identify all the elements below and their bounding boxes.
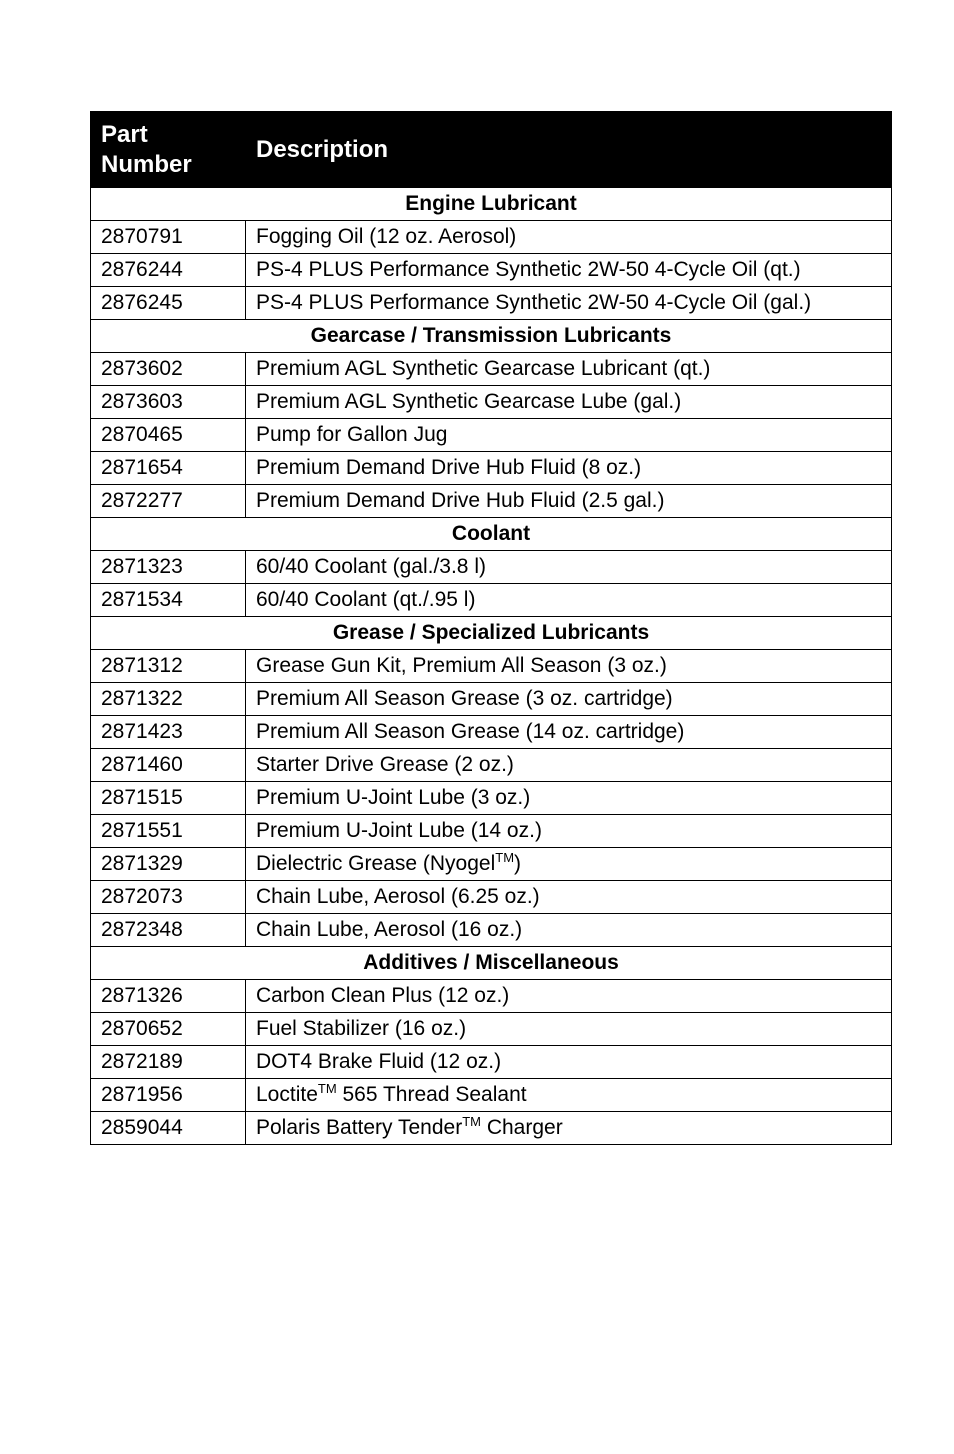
part-number-cell: 2872073 <box>91 881 246 914</box>
table-row <box>91 1046 892 1079</box>
description-cell: Premium Demand Drive Hub Fluid (8 oz.) <box>246 452 892 485</box>
trademark-mark: TM <box>495 850 515 865</box>
table-row <box>91 452 892 485</box>
table-row <box>91 980 892 1013</box>
part-number-cell: 2871326 <box>91 980 246 1013</box>
section-title: Gearcase / Transmission Lubricants <box>91 320 892 353</box>
description-cell <box>246 848 892 881</box>
section-title: Grease / Specialized Lubricants <box>91 617 892 650</box>
description-cell: DOT4 Brake Fluid (12 oz.) <box>246 1046 892 1079</box>
table-row <box>91 221 892 254</box>
part-number-cell: 2876245 <box>91 287 246 320</box>
table-row <box>91 1013 892 1046</box>
trademark-mark: TM <box>317 1081 337 1096</box>
table-row <box>91 881 892 914</box>
description-cell: Premium U-Joint Lube (3 oz.) <box>246 782 892 815</box>
description-cell: Chain Lube, Aerosol (16 oz.) <box>246 914 892 947</box>
table-row <box>91 749 892 782</box>
part-number-cell: 2871551 <box>91 815 246 848</box>
description-cell: Grease Gun Kit, Premium All Season (3 oz.) <box>246 650 892 683</box>
part-number-cell: 2873602 <box>91 353 246 386</box>
description-cell: Premium Demand Drive Hub Fluid (2.5 gal.) <box>246 485 892 518</box>
part-number-cell: 2871956 <box>91 1079 246 1112</box>
part-number-cell: 2872277 <box>91 485 246 518</box>
description-cell: Starter Drive Grease (2 oz.) <box>246 749 892 782</box>
description-cell <box>246 1079 892 1112</box>
table-row <box>91 650 892 683</box>
table-row <box>91 287 892 320</box>
description-cell <box>246 1112 892 1145</box>
description-cell: Premium AGL Synthetic Gearcase Lube (gal.) <box>246 386 892 419</box>
table-body <box>91 188 892 1145</box>
part-number-cell: 2870652 <box>91 1013 246 1046</box>
description-cell: Fuel Stabilizer (16 oz.) <box>246 1013 892 1046</box>
header-row <box>91 112 892 188</box>
part-number-cell: 2873603 <box>91 386 246 419</box>
section-row <box>91 320 892 353</box>
description-cell: Premium AGL Synthetic Gearcase Lubricant (qt.) <box>246 353 892 386</box>
description-cell: Premium U-Joint Lube (14 oz.) <box>246 815 892 848</box>
description-cell: 60/40 Coolant (qt./.95 l) <box>246 584 892 617</box>
table-row <box>91 914 892 947</box>
description-text: Polaris Battery Tender <box>256 1116 463 1139</box>
part-number-cell: 2871654 <box>91 452 246 485</box>
description-cell: Carbon Clean Plus (12 oz.) <box>246 980 892 1013</box>
part-number-header: Part Number <box>91 112 246 188</box>
table-row <box>91 782 892 815</box>
description-cell: Fogging Oil (12 oz. Aerosol) <box>246 221 892 254</box>
table-row <box>91 386 892 419</box>
table-header <box>91 112 892 188</box>
description-text: Dielectric Grease (Nyogel <box>256 852 496 875</box>
section-row <box>91 518 892 551</box>
description-text: Loctite <box>256 1083 318 1106</box>
part-number-cell: 2871423 <box>91 716 246 749</box>
table-row <box>91 1112 892 1145</box>
table-row <box>91 485 892 518</box>
section-title: Engine Lubricant <box>91 188 892 221</box>
part-number-cell: 2871515 <box>91 782 246 815</box>
description-text-after: Charger <box>481 1116 563 1139</box>
description-cell: Premium All Season Grease (14 oz. cartridge) <box>246 716 892 749</box>
table-row <box>91 848 892 881</box>
section-row <box>91 188 892 221</box>
description-cell: Premium All Season Grease (3 oz. cartridge) <box>246 683 892 716</box>
table-row <box>91 353 892 386</box>
trademark-mark: TM <box>462 1114 481 1129</box>
part-number-cell: 2870791 <box>91 221 246 254</box>
section-title: Coolant <box>91 518 892 551</box>
part-number-cell: 2871460 <box>91 749 246 782</box>
description-cell: 60/40 Coolant (gal./3.8 l) <box>246 551 892 584</box>
description-text-after: ) <box>514 852 522 875</box>
description-text-after: 565 Thread Sealant <box>336 1083 527 1106</box>
table-row <box>91 584 892 617</box>
table-row <box>91 1079 892 1112</box>
part-number-cell: 2871534 <box>91 584 246 617</box>
table-row <box>91 419 892 452</box>
description-header: Description <box>246 112 892 188</box>
description-cell: Pump for Gallon Jug <box>246 419 892 452</box>
part-number-cell: 2871312 <box>91 650 246 683</box>
part-number-cell: 2876244 <box>91 254 246 287</box>
part-number-cell: 2872189 <box>91 1046 246 1079</box>
table-row <box>91 716 892 749</box>
part-number-cell: 2871329 <box>91 848 246 881</box>
table-row <box>91 551 892 584</box>
section-row <box>91 947 892 980</box>
part-number-cell: 2871322 <box>91 683 246 716</box>
table-row <box>91 254 892 287</box>
table-row <box>91 683 892 716</box>
section-row <box>91 617 892 650</box>
part-number-cell: 2870465 <box>91 419 246 452</box>
description-cell: Chain Lube, Aerosol (6.25 oz.) <box>246 881 892 914</box>
part-number-cell: 2859044 <box>91 1112 246 1145</box>
description-cell: PS-4 PLUS Performance Synthetic 2W-50 4-Cycle Oil (gal.) <box>246 287 892 320</box>
table-row <box>91 815 892 848</box>
part-number-cell: 2872348 <box>91 914 246 947</box>
section-title: Additives / Miscellaneous <box>91 947 892 980</box>
description-cell: PS-4 PLUS Performance Synthetic 2W-50 4-Cycle Oil (qt.) <box>246 254 892 287</box>
parts-table <box>90 111 892 1145</box>
part-number-cell: 2871323 <box>91 551 246 584</box>
